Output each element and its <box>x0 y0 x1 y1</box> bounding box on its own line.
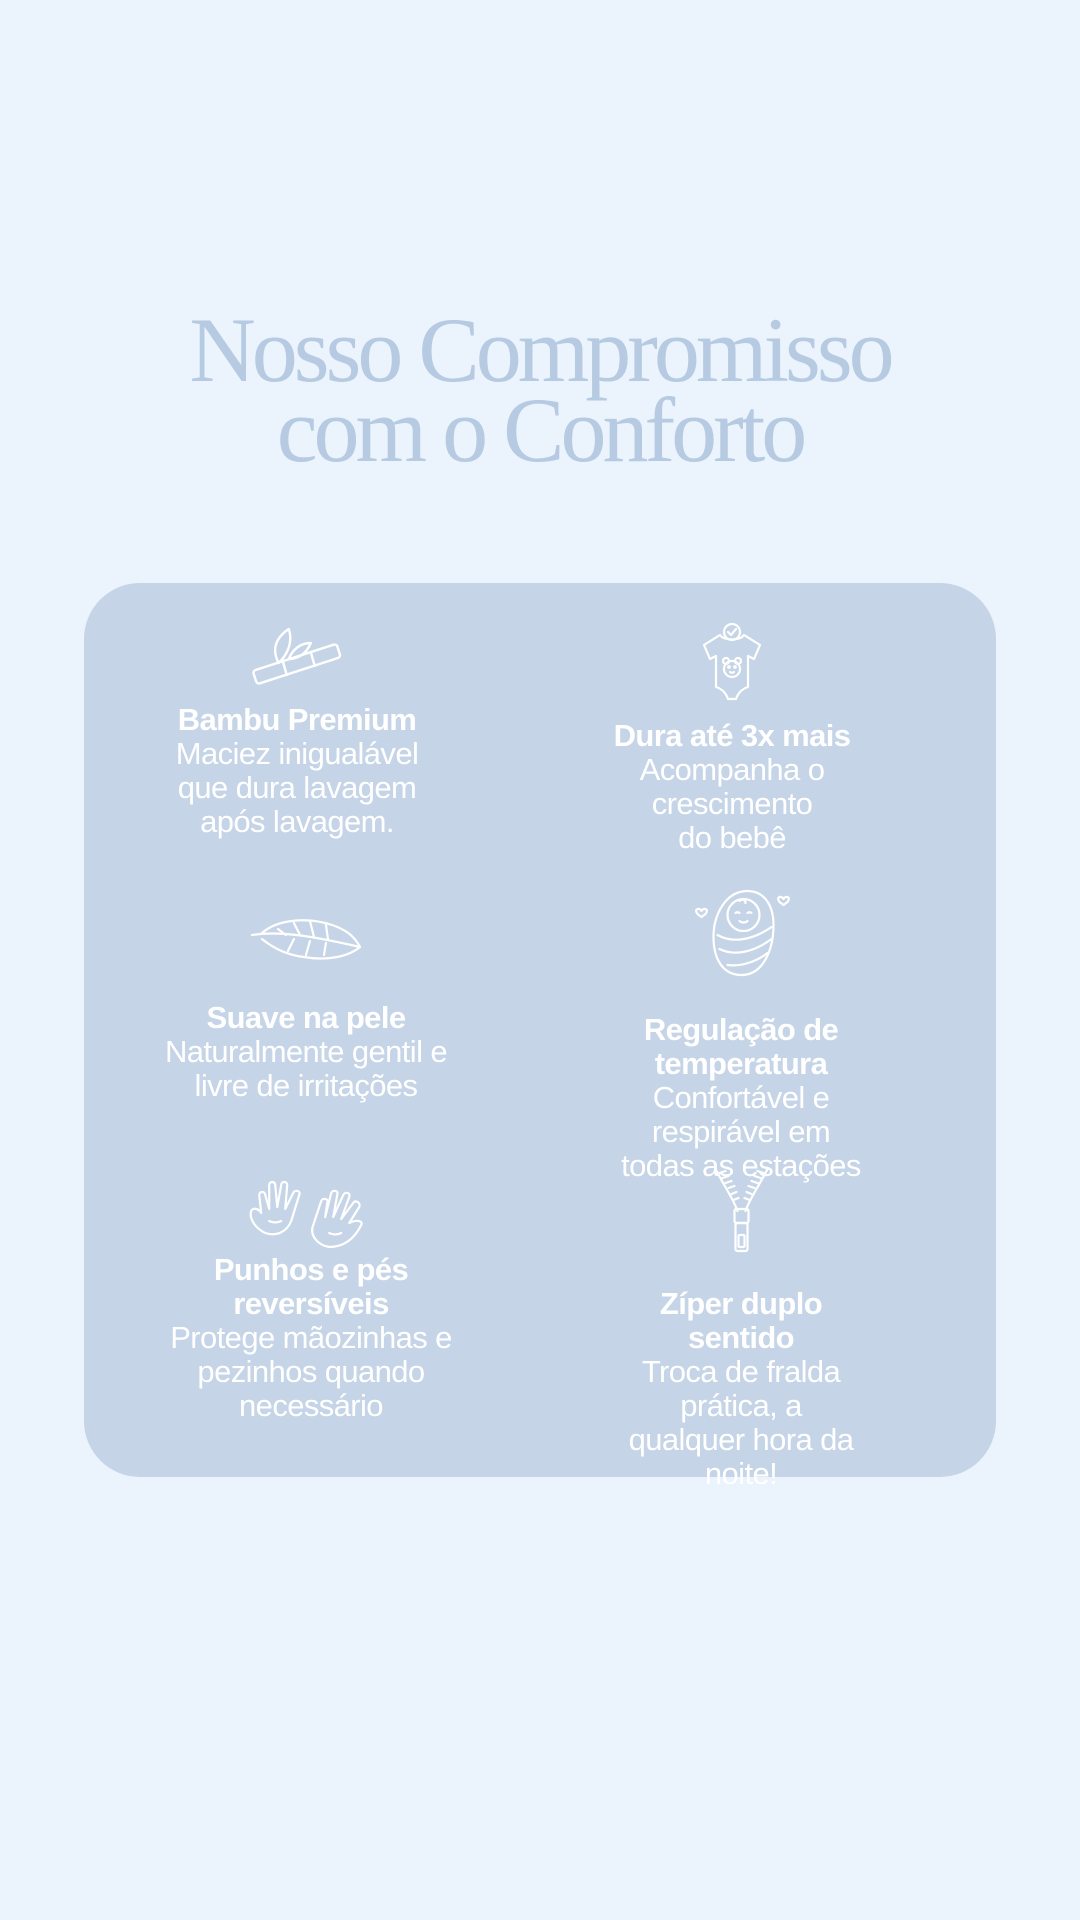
feature-temperature <box>614 885 869 1183</box>
feature-zipper <box>614 1167 869 1491</box>
feature-temperature-desc-line-1: Confortável e respirável em <box>651 1080 831 1149</box>
features-card <box>84 583 996 1491</box>
feature-bamboo <box>176 623 419 839</box>
feature-soft-desc-line-2: livre de irritações <box>194 1068 418 1103</box>
feature-reversible-cuffs-desc-line-2: pezinhos quando <box>197 1354 425 1389</box>
feature-zipper-desc-line-1: Troca de fralda prática, a <box>641 1354 841 1423</box>
page-title <box>0 299 1080 481</box>
feature-bamboo-desc-line-2: que dura lavagem <box>177 770 417 805</box>
page-title-line-1: Nosso Compromisso <box>189 299 891 401</box>
feature-soft-desc-line-1: Naturalmente gentil e <box>164 1034 448 1069</box>
bamboo-icon <box>249 623 345 691</box>
feature-soft <box>165 913 447 1103</box>
feather-icon <box>248 913 364 965</box>
feature-temperature-desc-line-2: todas as estações <box>621 1148 861 1183</box>
feature-reversible-cuffs-desc-line-1: Protege mãozinhas e <box>170 1320 452 1355</box>
feature-reversible-cuffs-title-line-2: reversíveis <box>233 1286 389 1321</box>
baby-bodysuit-icon <box>692 623 772 703</box>
feature-reversible-cuffs-title-line-1: Punhos e pés <box>213 1252 409 1287</box>
feature-durability <box>600 623 864 855</box>
feature-bamboo-desc-line-3: após lavagem. <box>200 804 394 839</box>
feature-reversible-cuffs <box>170 1177 452 1423</box>
feature-durability-title: Dura até 3x mais <box>613 718 851 753</box>
feature-durability-desc-line-2: do bebê <box>678 820 786 855</box>
baby-hands-icon <box>245 1177 377 1249</box>
feature-durability-desc-line-1: Acompanha o crescimento <box>639 752 825 821</box>
zipper-icon <box>711 1167 771 1253</box>
feature-bamboo-desc-line-1: Maciez inigualável <box>175 736 419 771</box>
feature-soft-title: Suave na pele <box>206 1000 406 1035</box>
feature-reversible-cuffs-desc-line-3: necessário <box>239 1388 383 1423</box>
feature-zipper-title: Zíper duplo sentido <box>659 1286 823 1355</box>
feature-zipper-desc-line-2: qualquer hora da noite! <box>628 1422 854 1491</box>
page-title-line-2: com o Conforto <box>276 379 804 481</box>
swaddled-baby-icon <box>691 885 791 977</box>
feature-temperature-title: Regulação de temperatura <box>643 1012 839 1081</box>
feature-bamboo-title: Bambu Premium <box>177 702 417 737</box>
